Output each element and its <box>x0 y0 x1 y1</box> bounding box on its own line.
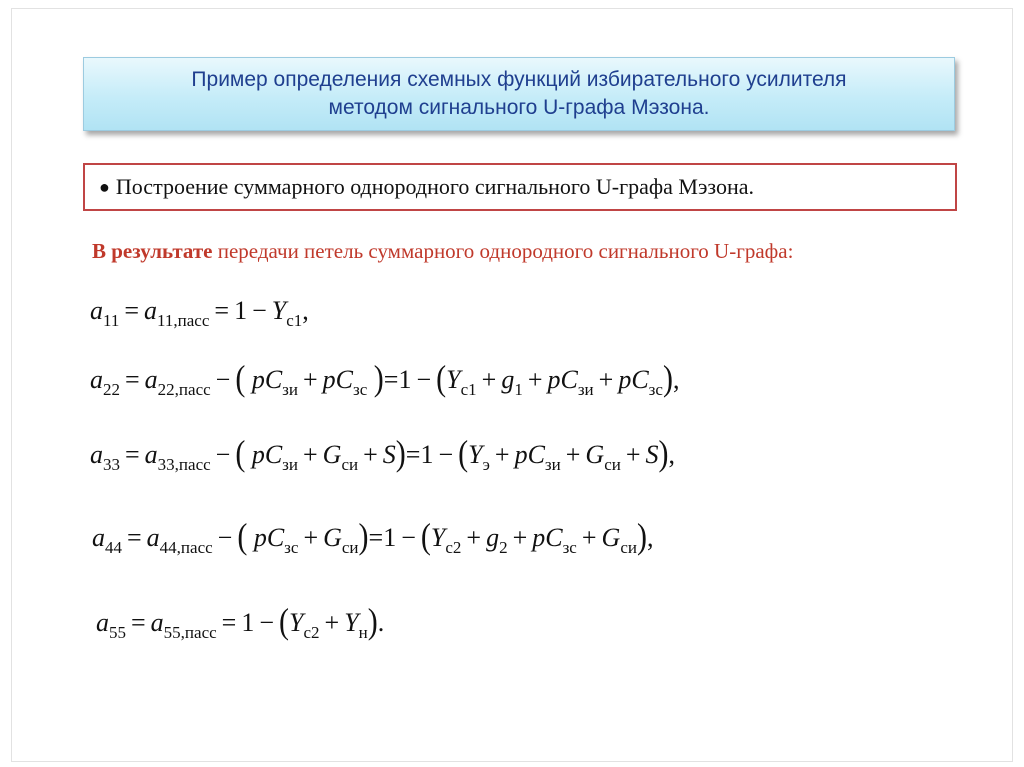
equation-a22: $a_{22} = a_{22,пасс}$ − ( $pC_{зи} + pC_{зс}$ )$=1 - (Y_{c1} + g_1 + pC_{зи} + pC_{зс})$, <box>90 358 680 399</box>
result-statement <box>92 239 793 264</box>
result-rest: передачи петель суммарного однородного сигнального U-графа: <box>212 239 794 263</box>
slide-title <box>83 57 955 131</box>
equation-a44: $a_{44} = a_{44,пасс}$ − ( $pC_{зс} + G_{си})=1 - (Y_{c2} + g_2 + pC_{зс} + G_{си})$, <box>92 516 654 557</box>
result-bold: В результате <box>92 239 213 263</box>
title-line-2: методом сигнального U-графа Мэзона. <box>328 96 710 119</box>
equation-a55: $a_{55} = a_{55,пасс} = 1 - (Y_{c2} + Y_н)$. <box>96 601 385 642</box>
subtitle-text: Построение суммарного однородного сигнального U-графа Мэзона. <box>115 174 755 199</box>
bullet-icon: ● <box>99 176 110 197</box>
equation-a33: $a_{33} = a_{33,пасс}$ − ( $pC_{зи} + G_{си} + S)=1 - (Y_э + pC_{зи} + G_{си} + S)$, <box>90 433 676 474</box>
title-line-1: Пример определения схемных функций избирательного усилителя <box>191 68 847 91</box>
subtitle-box <box>83 163 957 211</box>
equation-a11: $a_{11} = a_{11,пасс} = 1 - Y_{c1}$, <box>90 296 309 330</box>
